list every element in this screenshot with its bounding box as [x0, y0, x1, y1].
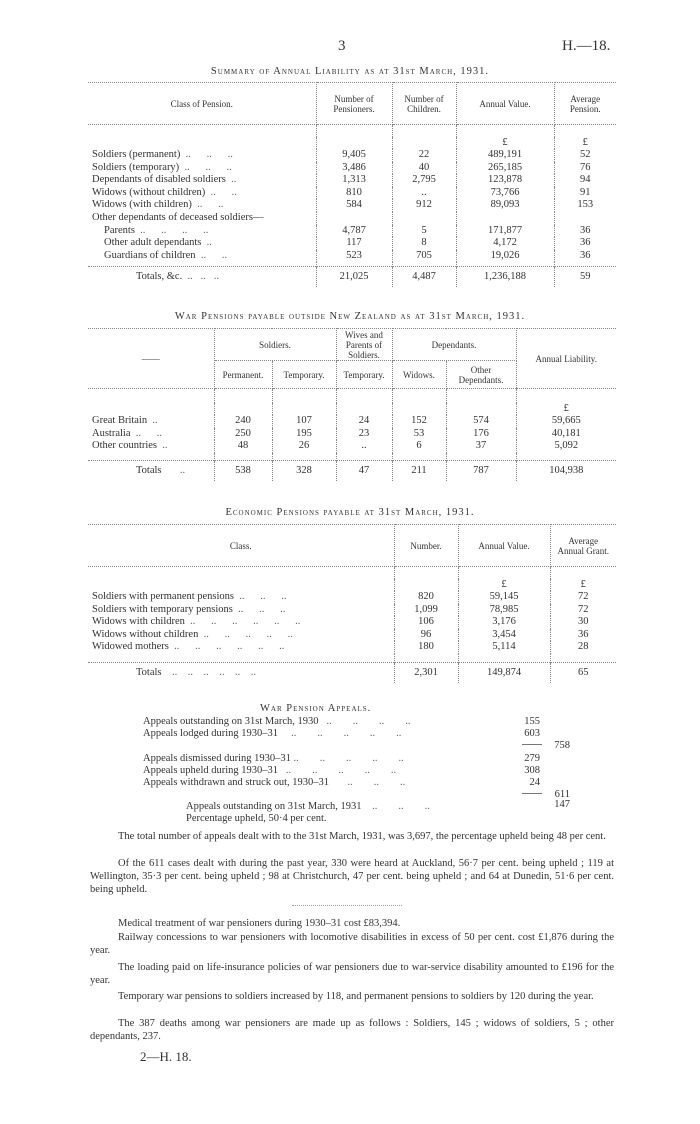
paragraph: Of the 611 cases dealt with during the past year, 330 were heard at Auckland, 56·7 per cent. being upheld ; 119 at Wellington, 35·3 per cent. being upheld ; 98 at Christchurch, 47 per cent. being upheld ; and 64 at Dunedin, 51·6 per cent. being upheld. — [90, 858, 614, 895]
table-cell: 574 — [446, 415, 516, 428]
row-label — [88, 604, 394, 617]
appeal-line: Appeals lodged during 1930–31 .. .. .. .. .. — [143, 728, 402, 739]
table-cell: 40,181 — [551, 427, 581, 439]
table-cell: 3,486 — [316, 162, 392, 175]
table-cell: 180 — [394, 641, 458, 654]
paragraph: The total number of appeals dealt with to the 31st March, 1931, was 3,697, the percentage upheld being 48 per cent. — [118, 831, 606, 842]
summary-table — [88, 82, 616, 287]
group-header-wives: Wives and Parents of Soldiers. — [336, 329, 392, 361]
table-row — [88, 629, 616, 642]
dot-leader: .. .. — [191, 199, 224, 211]
table-cell: 149,874 — [458, 662, 550, 683]
economic-header-row — [88, 525, 616, 567]
table-cell: 23 — [336, 428, 392, 441]
row-label — [88, 162, 316, 175]
column-header: Annual Value. — [458, 525, 550, 567]
summary-header-row — [88, 83, 616, 125]
group-header-soldiers: Soldiers. — [214, 329, 336, 361]
dot-leader: .. .. .. .. .. — [198, 628, 293, 640]
appeal-line: Appeals dismissed during 1930–31 .. .. .. .. .. — [143, 753, 404, 764]
summary-title: Summary of Annual Liability as at 31st March, 1931. — [210, 66, 490, 77]
table-cell: 8 — [392, 237, 456, 250]
table-cell: 107 — [272, 415, 336, 428]
group-header-dependants: Dependants. — [392, 329, 516, 361]
totals-label: Totals — [136, 666, 162, 678]
column-header: Permanent. — [214, 361, 272, 389]
row-label — [88, 591, 394, 604]
dot-leader: .. .. .. — [234, 591, 287, 603]
appeal-outstanding-value: 147 — [554, 799, 570, 810]
table-cell: 40 — [392, 162, 456, 175]
table-cell: 489,191 — [456, 149, 554, 162]
table-cell: 265,185 — [456, 162, 554, 175]
row-label — [88, 237, 316, 250]
table-cell: 705 — [392, 250, 456, 263]
row-label-text: Dependants of disabled soldiers — [92, 174, 226, 186]
table-cell: 30 — [578, 616, 589, 628]
paragraph: Railway concessions to war pensioners with locomotive disabilities in excess of 50 per cent. cost £1,876 during the year. — [90, 932, 614, 956]
table-row — [88, 149, 616, 162]
row-label-text: Widowed mothers — [92, 641, 169, 653]
paragraph: Temporary war pensions to soldiers increased by 118, and permanent pensions to soldiers by 120 during the year. — [118, 991, 594, 1002]
table-cell — [392, 212, 456, 225]
table-row — [88, 616, 616, 629]
row-label — [88, 187, 316, 200]
table-cell: 584 — [316, 199, 392, 212]
table-cell: 4,787 — [316, 225, 392, 238]
table-cell: 240 — [214, 415, 272, 428]
table-cell: 89,093 — [456, 199, 554, 212]
dot-leader: .. .. — [195, 249, 228, 261]
table-cell — [456, 212, 554, 225]
table-cell: 59 — [554, 266, 616, 287]
group-header-liability: Annual Liability. — [516, 329, 616, 389]
row-label — [88, 629, 394, 642]
column-header: Class. — [88, 525, 394, 567]
table-cell: 117 — [316, 237, 392, 250]
sum-rule — [522, 744, 542, 745]
table-cell: 96 — [394, 629, 458, 642]
table-cell: 250 — [214, 428, 272, 441]
table-cell: 3,176 — [458, 616, 550, 629]
dot-leader: .. — [201, 237, 212, 249]
table-row — [88, 415, 616, 428]
table-cell: 6 — [392, 440, 446, 453]
table-row — [88, 440, 616, 453]
page-number: 3 — [338, 38, 346, 54]
column-header: Temporary. — [272, 361, 336, 389]
overseas-title: War Pensions payable outside New Zealand as at 31st March, 1931. — [174, 311, 526, 322]
table-cell: 72 — [578, 591, 589, 603]
currency-row — [88, 579, 616, 592]
table-cell: 76 — [580, 161, 591, 173]
table-cell: 9,405 — [316, 149, 392, 162]
row-label-text: Widows with children — [92, 616, 185, 628]
appeal-outstanding-line: Appeals outstanding on 31st March, 1931 .. .. .. — [186, 801, 430, 812]
table-cell: 523 — [316, 250, 392, 263]
table-cell: 171,877 — [456, 225, 554, 238]
table-cell — [316, 212, 392, 225]
totals-row: Totals .. .. .. .. .. .. 2,301 149,874 65 — [88, 662, 616, 683]
totals-row: Totals, &c. .. .. .. 21,025 4,487 1,236,188 59 — [88, 266, 616, 287]
dot-leader: .. .. .. — [180, 149, 233, 161]
table-cell: 195 — [272, 428, 336, 441]
row-label — [88, 149, 316, 162]
appeal-value: 279 — [524, 753, 540, 764]
table-cell: 2,795 — [392, 174, 456, 187]
appeal-subtotal: 611 — [554, 789, 570, 800]
table-cell: 787 — [446, 461, 516, 482]
column-header: Average Pension. — [554, 83, 616, 125]
appeal-subtotal: 758 — [554, 740, 570, 751]
table-cell: 152 — [392, 415, 446, 428]
table-cell: 328 — [272, 461, 336, 482]
appeal-value: 308 — [524, 765, 540, 776]
row-label — [88, 212, 316, 225]
table-row — [88, 174, 616, 187]
table-cell: 65 — [550, 662, 616, 683]
table-cell: 21,025 — [316, 266, 392, 287]
dot-leader: .. .. .. .. — [134, 224, 209, 236]
table-cell: 2,301 — [394, 662, 458, 683]
totals-label: Totals, &c. — [136, 270, 183, 282]
table-cell — [554, 212, 616, 225]
column-header: Average Annual Grant. — [550, 525, 616, 567]
table-row — [88, 199, 616, 212]
currency-symbol: £ — [580, 578, 586, 590]
appeal-value: 155 — [524, 716, 540, 727]
column-header: Number of Children. — [392, 83, 456, 125]
table-cell: 211 — [392, 461, 446, 482]
table-cell: 1,313 — [316, 174, 392, 187]
row-label-text: Widows (with children) — [92, 199, 192, 211]
table-cell: 53 — [392, 428, 446, 441]
currency-row — [88, 403, 616, 416]
appeal-value: 24 — [529, 777, 540, 788]
table-cell: 36 — [580, 224, 591, 236]
dot-leader: .. .. .. — [179, 161, 232, 173]
row-label — [88, 440, 214, 453]
table-cell: 28 — [578, 641, 589, 653]
table-cell: 820 — [394, 591, 458, 604]
table-cell: 5,114 — [458, 641, 550, 654]
column-header: Other Dependants. — [446, 361, 516, 389]
table-cell: 4,172 — [456, 237, 554, 250]
dot-leader: .. .. — [130, 427, 162, 439]
table-cell: 1,099 — [394, 604, 458, 617]
row-label — [88, 250, 316, 263]
table-cell: 91 — [580, 186, 591, 198]
table-cell: 176 — [446, 428, 516, 441]
table-cell: 4,487 — [392, 266, 456, 287]
economic-title: Economic Pensions payable at 31st March, 1931. — [225, 507, 475, 518]
table-cell: 5,092 — [554, 440, 579, 452]
table-cell: .. — [392, 187, 456, 200]
table-row — [88, 225, 616, 238]
column-header: Temporary. — [336, 361, 392, 389]
row-label-text: Soldiers (temporary) — [92, 161, 180, 173]
row-label-text: Soldiers (permanent) — [92, 149, 181, 161]
appeal-line: Appeals withdrawn and struck out, 1930–31 .. .. .. — [143, 777, 406, 788]
column-header: Number of Pensioners. — [316, 83, 392, 125]
overseas-table — [88, 328, 616, 481]
table-cell: 36 — [580, 237, 591, 249]
row-label-text: Soldiers with temporary pensions — [92, 603, 233, 615]
blank-header: —— — [88, 329, 214, 389]
row-label-text: Soldiers with permanent pensions — [92, 591, 235, 603]
row-label-text: Great Britain — [92, 415, 148, 427]
appeal-line: Appeals upheld during 1930–31 .. .. .. .. .. — [143, 765, 397, 776]
table-cell: 538 — [214, 461, 272, 482]
row-label-text: Guardians of children — [104, 249, 196, 261]
currency-row — [88, 137, 616, 150]
column-header: Class of Pension. — [88, 83, 316, 125]
appeal-line: Appeals outstanding on 31st March, 1930 .. .. .. .. — [143, 716, 411, 727]
currency-symbol: £ — [563, 402, 569, 414]
column-header: Annual Value. — [456, 83, 554, 125]
row-label — [88, 225, 316, 238]
sum-rule — [522, 793, 542, 794]
appeal-value: 603 — [524, 728, 540, 739]
table-cell: 153 — [577, 199, 594, 211]
totals-label: Totals — [136, 465, 162, 477]
table-row — [88, 428, 616, 441]
row-label-text: Widows without children — [92, 628, 199, 640]
table-cell: 36 — [578, 628, 589, 640]
row-label — [88, 428, 214, 441]
table-row — [88, 237, 616, 250]
dot-leader: .. .. .. — [232, 603, 286, 615]
currency-symbol: £ — [458, 579, 550, 592]
paragraph: The 387 deaths among war pensioners are made up as follows : Soldiers, 145 ; widows of soldiers, 5 ; other dependants, 237. — [90, 1018, 614, 1042]
appeals-title: War Pension Appeals. — [260, 703, 372, 714]
table-cell: 123,878 — [456, 174, 554, 187]
table-cell: .. — [336, 440, 392, 453]
document-reference: H.—18. — [562, 38, 611, 54]
section-divider — [292, 905, 402, 906]
table-cell: 19,026 — [456, 250, 554, 263]
table-cell: 104,938 — [516, 461, 616, 482]
row-label — [88, 199, 316, 212]
percentage-upheld: Percentage upheld, 50·4 per cent. — [186, 813, 327, 824]
table-row — [88, 212, 616, 225]
table-row — [88, 641, 616, 654]
table-cell: 52 — [580, 149, 591, 161]
paragraph: Medical treatment of war pensioners during 1930–31 cost £83,394. — [118, 918, 401, 929]
table-cell: 810 — [316, 187, 392, 200]
table-cell: 94 — [580, 174, 591, 186]
column-header: Number. — [394, 525, 458, 567]
table-row — [88, 591, 616, 604]
row-label — [88, 174, 316, 187]
dot-leader: .. — [225, 174, 237, 186]
table-cell: 912 — [392, 199, 456, 212]
row-label-text: Widows (without children) — [92, 186, 206, 198]
row-label — [88, 415, 214, 428]
table-row — [88, 250, 616, 263]
row-label — [88, 616, 394, 629]
table-cell: 24 — [336, 415, 392, 428]
row-label-text: Other countries — [92, 440, 158, 452]
column-header: Widows. — [392, 361, 446, 389]
dot-leader: .. — [147, 415, 158, 427]
dot-leader: .. — [157, 440, 168, 452]
dot-leader: .. .. .. .. .. .. — [184, 616, 301, 628]
table-cell: 59,145 — [458, 591, 550, 604]
table-cell: 26 — [272, 440, 336, 453]
currency-symbol: £ — [456, 137, 554, 150]
table-cell: 106 — [394, 616, 458, 629]
overseas-group-header-row — [88, 329, 616, 361]
table-cell: 36 — [580, 249, 591, 261]
row-label-text: Australia — [92, 427, 131, 439]
row-label-text: Other adult dependants — [104, 237, 202, 249]
table-cell: 37 — [446, 440, 516, 453]
footer-reference: 2—H. 18. — [140, 1049, 192, 1064]
table-cell: 78,985 — [458, 604, 550, 617]
table-row — [88, 187, 616, 200]
table-cell: 73,766 — [456, 187, 554, 200]
table-cell: 1,236,188 — [456, 266, 554, 287]
table-row — [88, 162, 616, 175]
table-row — [88, 604, 616, 617]
table-cell: 5 — [392, 225, 456, 238]
paragraph: The loading paid on life-insurance policies of war pensioners due to war-service disability amounted to £196 for the year. — [90, 962, 614, 986]
row-label — [88, 641, 394, 654]
table-cell: 59,665 — [551, 415, 581, 427]
dot-leader: .. .. .. .. .. .. — [168, 641, 285, 653]
table-cell: 22 — [392, 149, 456, 162]
row-label-text: Parents — [104, 224, 135, 236]
totals-row: Totals .. 538 328 47 211 787 104,938 — [88, 461, 616, 482]
table-cell: 48 — [214, 440, 272, 453]
table-cell: 47 — [336, 461, 392, 482]
row-label-text: Other dependants of deceased soldiers— — [92, 212, 264, 224]
dot-leader: .. .. — [205, 186, 237, 198]
table-cell: 72 — [578, 603, 589, 615]
currency-symbol: £ — [582, 136, 588, 148]
economic-table — [88, 524, 616, 683]
table-cell: 3,454 — [458, 629, 550, 642]
